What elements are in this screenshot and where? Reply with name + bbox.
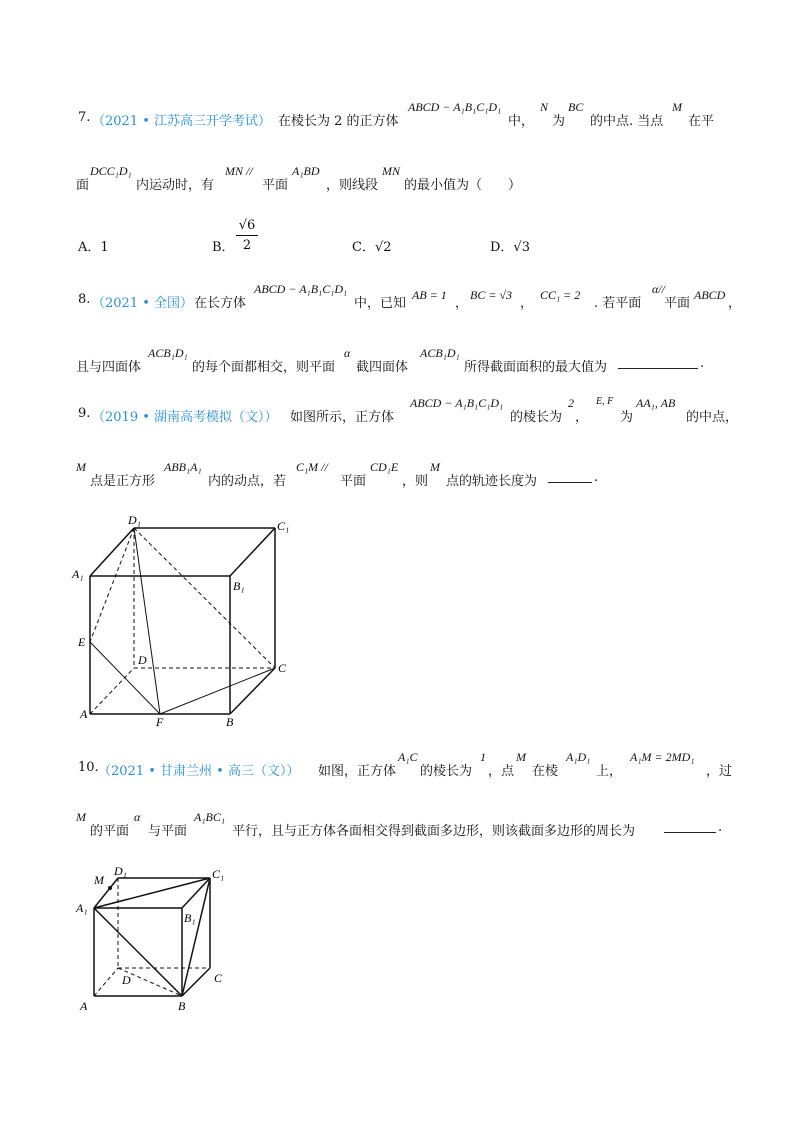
- q8-line2: [0, 346, 800, 394]
- q10-text: ，过: [706, 764, 733, 779]
- q9-text: .: [594, 470, 599, 485]
- q10-line1: [0, 750, 800, 798]
- q9-number: 9.: [78, 406, 91, 421]
- q10-text: 平行，且与正方体各面相交得到截面多边形，则该截面多边形的周长为: [232, 824, 636, 839]
- q9-plane-cd1e: CD₁E: [370, 460, 399, 474]
- q9-label-a: A: [80, 707, 88, 721]
- q8-ab-value: AB = 1: [412, 288, 447, 302]
- q9-label-d: D: [138, 653, 147, 667]
- q8-text: 截四面体: [356, 360, 409, 375]
- q10-cube-figure: [70, 864, 240, 1016]
- q8-cuboid-name: ABCD − A₁B₁C₁D₁: [254, 282, 348, 296]
- q8-number: 8.: [78, 292, 91, 307]
- q9-text: 平面: [340, 474, 367, 489]
- q10-label-m: M: [94, 873, 104, 887]
- q9-text: 点是正方形: [90, 474, 156, 489]
- q8-answer-blank[interactable]: [618, 356, 698, 369]
- q10-source[interactable]: （2021 • 甘肃兰州 • 高三（文））: [98, 764, 300, 779]
- q7-plane-a1bd: A₁BD: [292, 164, 320, 178]
- q7-option-b[interactable]: B．: [212, 240, 235, 255]
- q10-label-d: D: [122, 973, 131, 987]
- q7-option-b-fraction: [236, 218, 258, 253]
- q10-point-m: M: [76, 810, 86, 824]
- q7-option-c[interactable]: C．√2: [352, 240, 392, 255]
- q7-option-b-denominator: 2: [242, 238, 252, 253]
- q9-text: 为: [620, 410, 634, 425]
- q8-text: 所得截面面积的最大值为: [464, 360, 608, 375]
- q9-line1: [0, 396, 800, 444]
- q9-text: ，: [575, 410, 589, 425]
- q8-text: 且与四面体: [76, 360, 142, 375]
- q9-edges: AA₁, AB: [636, 396, 676, 410]
- q10-label-c: C: [214, 971, 223, 985]
- q9-cube-name: ABCD − A₁B₁C₁D₁: [410, 396, 504, 410]
- q7-text: 在平: [688, 114, 715, 129]
- q10-label-b1: B₁: [184, 911, 196, 925]
- q7-text: ，则线段: [326, 178, 379, 193]
- q10-text: 与平面: [148, 824, 188, 839]
- q8-text: . 若平面: [594, 296, 642, 311]
- q10-alpha: α: [134, 810, 141, 824]
- q9-text: 内的动点，若: [208, 474, 287, 489]
- q9-cube-figure: [70, 512, 300, 732]
- q9-text: 点的轨迹长度为: [446, 474, 538, 489]
- q9-answer-blank[interactable]: [548, 470, 592, 483]
- q9-source[interactable]: （2019 • 湖南高考模拟（文））: [92, 410, 278, 425]
- q9-point-m: M: [76, 460, 86, 474]
- q8-text: 平面: [664, 296, 691, 311]
- q10-answer-blank[interactable]: [664, 820, 716, 833]
- q8-plane-abcd: ABCD: [694, 288, 726, 302]
- q9-label-d1: D₁: [128, 513, 141, 527]
- q10-line2: [0, 810, 800, 858]
- q10-point-m: M: [516, 750, 526, 764]
- q7-text: 平面: [262, 178, 289, 193]
- q10-equation: A₁M = 2MD₁: [630, 750, 695, 764]
- q10-text: 的棱长为: [420, 764, 473, 779]
- q9-label-c: C: [278, 661, 287, 675]
- q9-label-b1: B₁: [233, 579, 245, 593]
- q7-number: 7.: [78, 110, 91, 125]
- q8-text: .: [700, 356, 705, 371]
- q10-text: 在棱: [532, 764, 559, 779]
- q9-text: ，则: [402, 474, 429, 489]
- q10-number: 10.: [78, 760, 99, 775]
- q9-label-e: E: [78, 635, 86, 649]
- q9-point-m: M: [430, 460, 440, 474]
- q8-tetrahedron: ACB₁D₁: [148, 346, 188, 360]
- q8-text: 的每个面都相交，则平面: [192, 360, 336, 375]
- q7-source[interactable]: （2021 • 江苏高三开学考试）: [92, 114, 272, 129]
- q10-text: 的平面: [90, 824, 130, 839]
- q9-label-c1: C₁: [277, 519, 290, 533]
- q9-label-f: F: [156, 715, 164, 729]
- q8-text: ，: [728, 296, 742, 311]
- q7-text: 在棱长为 2 的正方体: [278, 114, 399, 129]
- q9-line2: [0, 460, 800, 508]
- q7-text: 的最小值为（ ）: [404, 178, 522, 193]
- q7-option-a[interactable]: A．1: [78, 240, 109, 255]
- q7-option-d[interactable]: D．√3: [490, 240, 530, 255]
- q10-label-a1: A₁: [76, 901, 88, 915]
- q7-segment-mn: MN: [382, 164, 400, 178]
- q7-text: 为: [552, 114, 566, 129]
- q8-bc-value: BC = √3: [470, 288, 513, 302]
- q8-text: 在长方体: [194, 296, 247, 311]
- q9-edge-length: 2: [568, 396, 574, 410]
- q7-mn-parallel: MN //: [225, 164, 253, 178]
- q9-text: 的中点，: [686, 410, 739, 425]
- q9-label-a1: A₁: [72, 567, 84, 581]
- q7-edge-bc: BC: [568, 100, 584, 114]
- q8-line1: 8. （2021 • 全国） 在长方体 ABCD − A₁B₁C₁D₁ 中，已知 AB = 1 ， BC = √3 ， CC₁ = 2 . 若平面 α// 平面 ABCD ，: [78, 282, 742, 311]
- q7-point-m: M: [672, 100, 682, 114]
- q10-text: .: [718, 820, 723, 835]
- q7-text: 的中点. 当点: [590, 114, 664, 129]
- q10-text: 如图，正方体: [318, 764, 397, 779]
- q9-points-ef: E, F: [596, 396, 614, 407]
- q10-label-b: B: [178, 999, 186, 1013]
- q7-text: 内运动时，有: [136, 178, 215, 193]
- q7-point-n: N: [540, 100, 549, 114]
- q7-line1: [0, 100, 800, 148]
- q8-text: 中，已知: [354, 296, 407, 311]
- q9-square: ABB₁A₁: [164, 460, 202, 474]
- q7-text: 中，: [508, 114, 535, 129]
- q7-text: 面: [76, 178, 90, 193]
- q9-text: 的棱长为: [510, 410, 563, 425]
- q10-label-a: A: [80, 999, 88, 1013]
- q10-edge-a1d1: A₁D₁: [566, 750, 591, 764]
- q8-source[interactable]: （2021 • 全国）: [92, 296, 194, 311]
- q9-c1m-parallel: C₁M //: [296, 460, 328, 474]
- q10-point-m-dot: [108, 886, 112, 890]
- q9-text: 如图所示，正方体: [290, 410, 395, 425]
- q10-edge-length: 1: [480, 750, 486, 764]
- q10-label-c1: C₁: [212, 867, 225, 881]
- q9-label-b: B: [226, 715, 234, 729]
- fraction-bar: [236, 235, 258, 236]
- q8-alpha: α: [344, 346, 351, 360]
- q10-label-d1: D₁: [114, 864, 127, 878]
- q10-text: ，点: [488, 764, 515, 779]
- q7-option-b-numerator: √6: [238, 218, 256, 233]
- q8-tetrahedron: ACB₁D₁: [420, 346, 460, 360]
- q7-cube-name: ABCD − A₁B₁C₁D₁: [408, 100, 502, 114]
- q8-alpha: α//: [652, 282, 665, 296]
- q7-options: [0, 218, 800, 274]
- q8-cc1-value: CC₁ = 2: [540, 288, 581, 302]
- q10-plane-a1bc1: A₁BC₁: [194, 810, 226, 824]
- q10-text: 上，: [596, 764, 623, 779]
- q10-cube-name: A₁C: [398, 750, 418, 764]
- q7-line2: [0, 164, 800, 212]
- q7-plane-dcc1d1: DCC₁D₁: [90, 164, 132, 178]
